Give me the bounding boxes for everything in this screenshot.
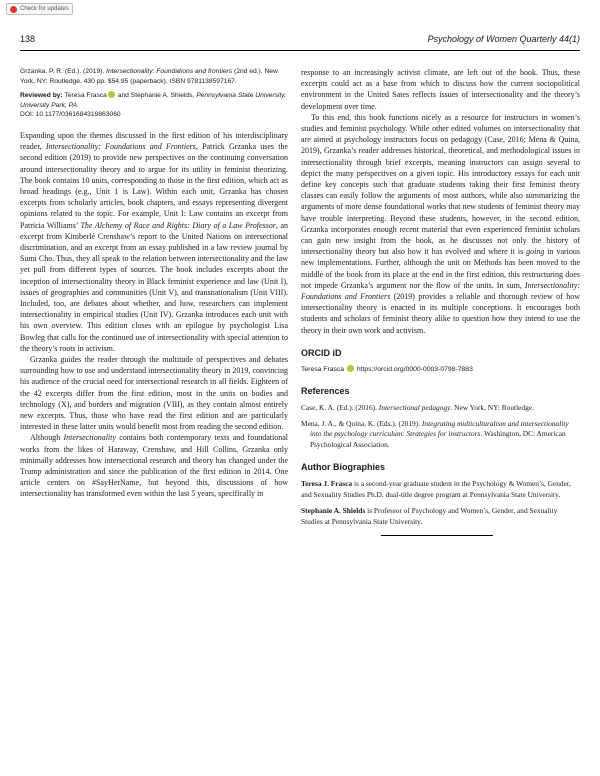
bio-name: Stephanie A. Shields bbox=[301, 506, 366, 516]
author-bio bbox=[301, 479, 580, 500]
paragraph: To this end, this book functions nicely as a resource for instructors in women’s studies and feminist psychology. While other edited volumes on intersectionality that are aimed at psychology instructors focus on pedagogy (Case, 2016; Mena & Quina, 2019), Grzanka’s reader addresses historical, theoretical, and methodological issues in intersectionality through brief excerpts, meaning instructors can assign several to depict the many perspectives on a given topic. His introductory essays for each unit define key concepts such that graduate students taking their first feminist theory classes can easily follow the arguments of most authors, while also summarizing the arguments of more dense foundational works that new students of feminist theory may have trouble interpreting. Beyond these students, however, in the second edition, Grzanka incorporates enough recent material that even experienced feminist scholars can gain new insight from the book, as he discusses not only the history of intersectionality theory but also how it has evolved and where it is going in various new implementations. Further, although the unit on Methods has been moved to the middle of the book from its place at the end in the first edition, this restructuring does not impede Grzanka’s argument nor the flow of the units. In sum, Intersectionality: Foundations and Frontiers (2019) provides a reliable and thorough review of how intersectionality theory is enacted in its multiple conceptions. It encourages both students and scholars of feminist theory alike to question how they intend to use the theory in their own work and activism. bbox=[301, 112, 580, 335]
citation-authors: Grzanka, P. R. (Ed.). (2019). bbox=[20, 68, 107, 75]
reviewer-join: and Stephanie A. Shields, bbox=[117, 92, 197, 100]
page-number: 138 bbox=[20, 34, 36, 44]
crossmark-icon bbox=[10, 6, 17, 13]
right-column bbox=[301, 67, 580, 536]
orcid-heading: ORCID iD bbox=[301, 347, 342, 358]
left-column bbox=[20, 67, 288, 500]
paragraph: Grzanka guides the reader through the multitude of perspectives and debates surrounding how to use and understand intersectionality theory in 2019, convincing his audience of the crucial need for intersectional research in all fields. Eighteen of the 42 excerpts differ from the first edition, most in the units on bodies and technology (X), and borders and migration (VIII), as they contain almost entirely new excerpts. Thus, those who have read the first edition and are particularly interested in these latter units would benefit most from reading the second edition. bbox=[20, 355, 288, 432]
doi[interactable]: DOI: 10.1177/0361684319863060 bbox=[20, 111, 121, 119]
orcid-name: Teresa Frasca bbox=[301, 366, 345, 374]
bios-heading: Author Biographies bbox=[301, 461, 386, 472]
citation-details: (2nd ed.). New York, NY: Routledge. 430 pp. $54.95 (paperback). ISBN 9781138597167. bbox=[20, 68, 278, 85]
journal-title: Psychology of Women Quarterly 44(1) bbox=[427, 34, 580, 44]
reviewer-info bbox=[20, 91, 288, 120]
bio-text: is a second-year graduate student in the Psychology & Women’s, Gender, and Sexuality Studies Ph.D. dual-title degree program at Pennsylvania State University. bbox=[301, 479, 571, 499]
reviewers-label: Reviewed by: bbox=[20, 92, 63, 100]
paragraph: Expanding upon the themes discussed in the first edition of his interdisciplinary reader, Intersectionality: Foundations and Frontiers, Patrick Grzanka uses the second edition (2019) to provide new perspectives on the continuing conversation around intersectionality theory and to argue for its utility in feminist theorizing. The book contains 10 units, corresponding to those in the first edition, which act as broad headings (e.g., Unit 1 is Law). Within each unit, Grzanka has chosen excerpts from scholarly articles, book chapters, and essays representing divergent opinions related to the topic. For example, Unit I: Law contains an excerpt from Patricia Williams’ The Alchemy of Race and Rights: Diary of a Law Professor, an excerpt from Kimberlé Crenshaw’s report to the United Nations on intersectional discrimination, and an excerpt from an essay published in a law review journal by Sumi Cho. Thus, they all speak to the relation between intersectionality and the law yet pull from different types of sources. The book includes excerpts about the inception of intersectionality theory in Black feminist experience and law (Unit I), issues of geographies and communities (Unit V), and transnationalism (Unit VIII). Included, too, are debates about whether, and how, researchers can implement intersectionality in empirical studies (Unit IV). Grzanka introduces each unit with his own overview. This edition closes with an epilogue by psychologist Lisa Bowleg that calls for the continued use of intersectionality with special attention to the theory’s roots in activism. bbox=[20, 130, 289, 353]
bio-text: is Professor of Psychology and Women’s, Gender, and Sexuality Studies at Pennsylvania State University. bbox=[301, 506, 558, 526]
reference-item: Case, K. A. (Ed.). (2016). Intersectional pedagogy. New York, NY: Routledge. bbox=[301, 403, 534, 413]
reviewer-affiliation: Pennsylvania State University, University Park, PA bbox=[20, 92, 287, 109]
paragraph: Although Intersectionality contains both contemporary texts and foundational works from the likes of Haraway, Crenshaw, and Hill Collins, Grzanka only minimally addresses how intersectional research and theory has changed under the Trump administration and since the publication of the first edition in 2014. One article centers on #SayHerName, but beyond this, discussions of how intersectionality has transformed even within the last 5 years, specifically in bbox=[20, 433, 288, 499]
author-bio bbox=[301, 506, 580, 527]
orcid-icon[interactable] bbox=[347, 365, 354, 372]
orcid-entry bbox=[301, 365, 580, 374]
header-rule bbox=[20, 50, 580, 51]
paragraph: response to an increasingly activist climate, are left out of the book. Thus, these excerpts could act as a base from which to discuss how the current sociopolitical environment in the United Sates reflects issues of intersectionality and the theory’s development over time. bbox=[301, 68, 580, 111]
badge-label: Check for updates bbox=[20, 6, 69, 12]
reviewer-name: Teresa Frasca bbox=[64, 92, 107, 100]
citation-title: Intersectionality: Foundations and frontiers bbox=[106, 68, 233, 75]
bio-name: Teresa J. Frasca bbox=[301, 479, 353, 489]
end-rule bbox=[381, 535, 493, 536]
check-for-updates-badge[interactable] bbox=[6, 3, 73, 15]
orcid-icon[interactable] bbox=[108, 91, 115, 98]
running-header bbox=[20, 34, 580, 48]
references-heading: References bbox=[301, 386, 350, 397]
reference-item: Mena, J. A., & Quina, K. (Eds.). (2019). Integrating multiculturalism and intersectionality into the psychology curriculum: Strategies for instructors. Washington, DC: American Psychological Association. bbox=[301, 418, 569, 449]
orcid-link[interactable]: https://orcid.org/0000-0003-0798-7883 bbox=[356, 366, 473, 374]
book-citation bbox=[20, 67, 288, 86]
review-body-left bbox=[20, 130, 288, 500]
